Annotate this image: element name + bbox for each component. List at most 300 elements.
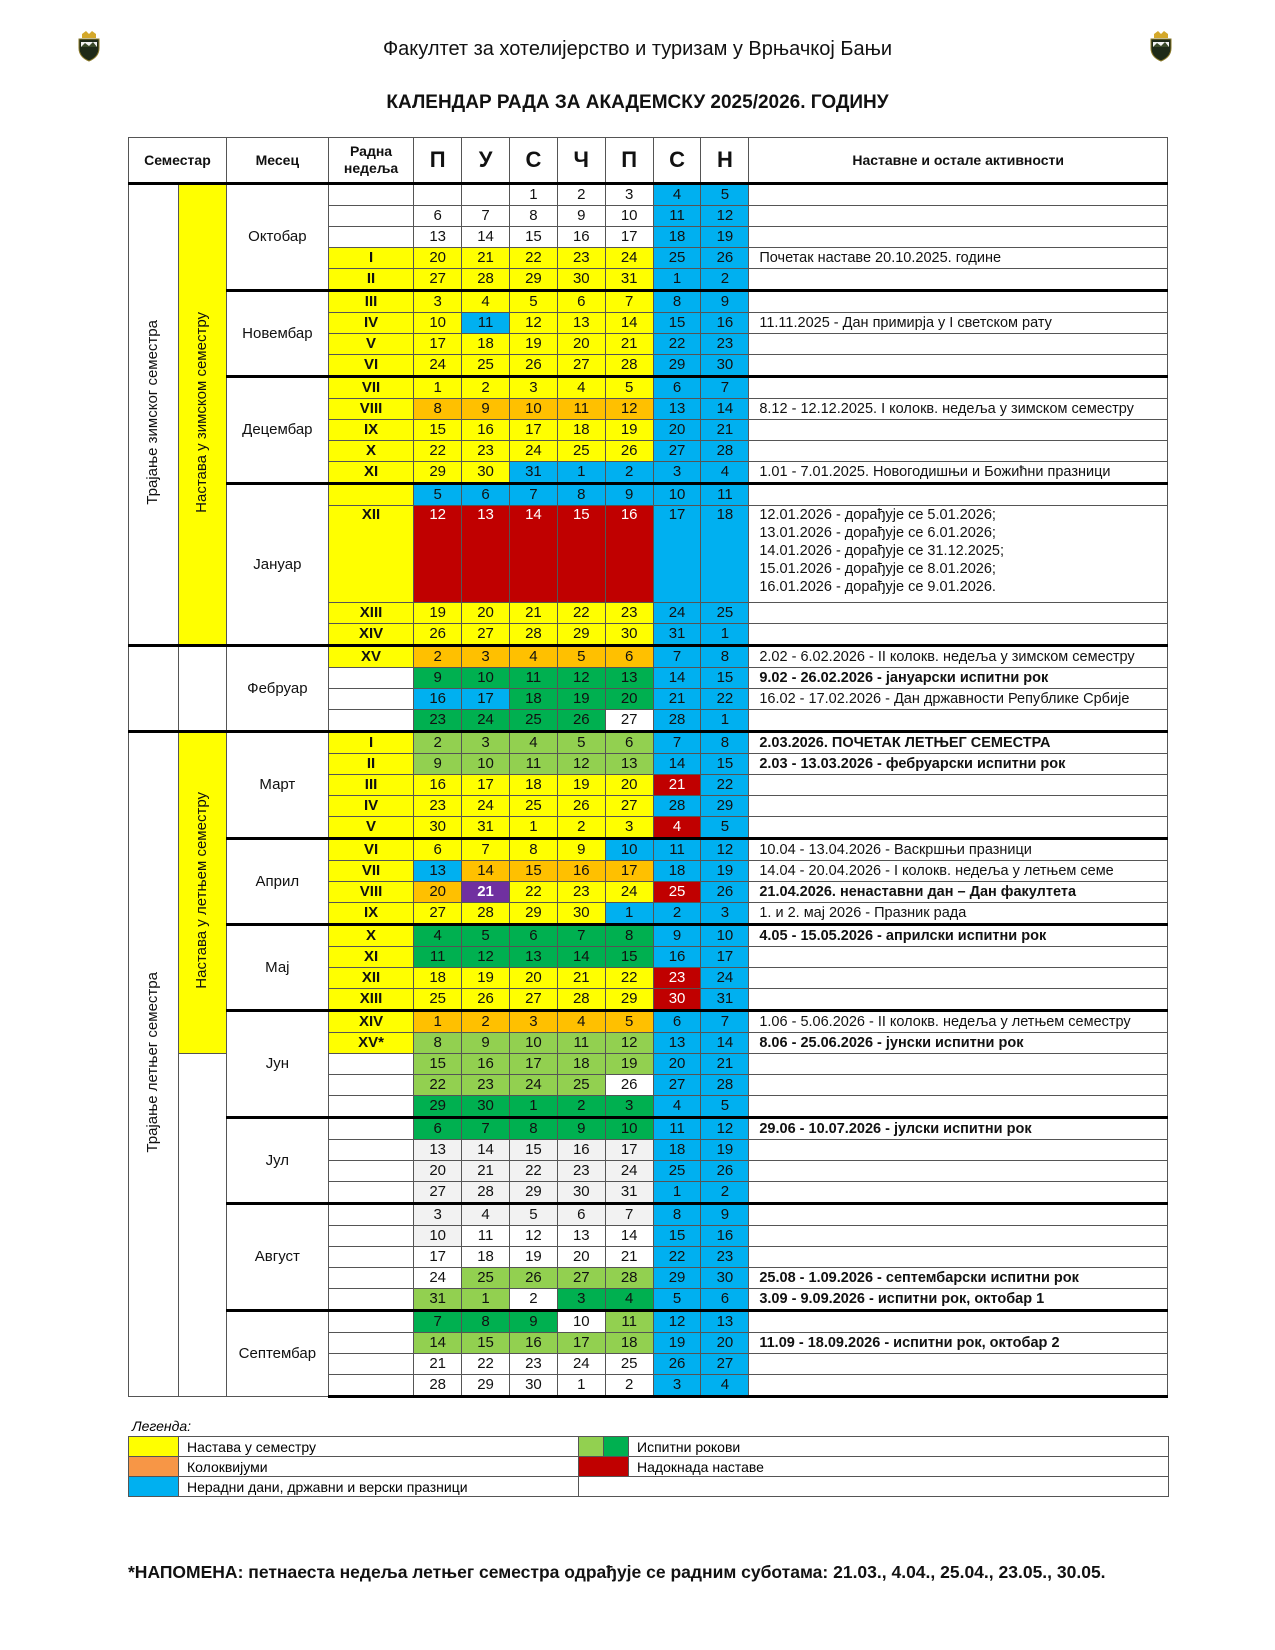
day-cell: 15 [414, 1054, 462, 1075]
day-cell: 4 [414, 925, 462, 947]
day-cell: 3 [653, 462, 701, 484]
day-cell: 8 [509, 839, 557, 861]
week-number: VII [328, 377, 413, 399]
day-cell: 27 [605, 796, 653, 817]
day-cell: 4 [653, 184, 701, 206]
day-cell: 20 [557, 1247, 605, 1268]
day-cell: 17 [414, 334, 462, 355]
day-cell: 1 [653, 1182, 701, 1204]
day-cell: 15 [557, 506, 605, 603]
day-cell: 25 [557, 441, 605, 462]
day-cell: 12 [509, 313, 557, 334]
week-row [129, 925, 1168, 947]
day-cell: 31 [605, 1182, 653, 1204]
activity-cell [749, 291, 1168, 313]
day-cell: 23 [414, 796, 462, 817]
day-cell: 26 [605, 1075, 653, 1096]
day-cell: 12 [701, 1118, 749, 1140]
day-cell: 24 [557, 1354, 605, 1375]
week-number: XV [328, 646, 413, 668]
day-cell: 25 [462, 355, 510, 377]
legend-swatch-exams-light [579, 1437, 604, 1457]
day-cell: 5 [509, 1204, 557, 1226]
activity-cell: 11.09 - 18.09.2026 - испитни рок, октобар 2 [749, 1333, 1168, 1354]
day-cell: 5 [701, 817, 749, 839]
day-cell: 15 [701, 754, 749, 775]
day-cell: 12 [509, 1226, 557, 1247]
col-thu: Ч [557, 138, 605, 184]
activity-cell [749, 484, 1168, 506]
week-row [129, 1011, 1168, 1033]
day-cell: 29 [557, 624, 605, 646]
day-cell: 5 [414, 484, 462, 506]
week-number: VIII [328, 399, 413, 420]
week-number: III [328, 775, 413, 796]
day-cell: 27 [462, 624, 510, 646]
day-cell: 16 [414, 689, 462, 710]
activity-cell: Почетак наставе 20.10.2025. године [749, 248, 1168, 269]
week-number: I [328, 732, 413, 754]
week-number: V [328, 817, 413, 839]
legend-empty [579, 1477, 1169, 1497]
day-cell: 5 [605, 377, 653, 399]
day-cell: 5 [701, 1096, 749, 1118]
day-cell: 15 [653, 313, 701, 334]
day-cell: 14 [462, 227, 510, 248]
activity-cell: 2.02 - 6.02.2026 - II колокв. недеља у зимском семестру [749, 646, 1168, 668]
day-cell: 6 [557, 291, 605, 313]
day-cell: 15 [605, 947, 653, 968]
day-cell: 25 [509, 710, 557, 732]
day-cell: 27 [509, 989, 557, 1011]
col-wed: С [509, 138, 557, 184]
day-cell: 12 [462, 947, 510, 968]
day-cell: 23 [462, 441, 510, 462]
activity-cell [749, 377, 1168, 399]
day-cell: 23 [462, 1075, 510, 1096]
activity-cell [749, 269, 1168, 291]
week-number: IV [328, 796, 413, 817]
week-number: VI [328, 355, 413, 377]
day-cell: 14 [605, 313, 653, 334]
day-cell: 4 [462, 291, 510, 313]
day-cell: 26 [701, 248, 749, 269]
day-cell: 26 [557, 710, 605, 732]
day-cell: 25 [701, 603, 749, 624]
day-cell: 22 [653, 334, 701, 355]
day-cell: 28 [462, 903, 510, 925]
day-cell: 20 [653, 420, 701, 441]
day-cell: 1 [414, 1011, 462, 1033]
day-cell: 14 [414, 1333, 462, 1354]
day-cell: 4 [557, 377, 605, 399]
day-cell: 12 [605, 1033, 653, 1054]
day-cell: 18 [509, 689, 557, 710]
day-cell: 19 [701, 861, 749, 882]
day-cell: 3 [462, 646, 510, 668]
day-cell: 21 [557, 968, 605, 989]
day-cell: 9 [701, 1204, 749, 1226]
day-cell: 13 [414, 1140, 462, 1161]
day-cell: 2 [462, 377, 510, 399]
day-cell: 19 [414, 603, 462, 624]
day-cell: 22 [701, 775, 749, 796]
day-cell: 29 [701, 796, 749, 817]
day-cell: 6 [605, 732, 653, 754]
day-cell: 30 [605, 624, 653, 646]
day-cell: 13 [414, 861, 462, 882]
day-cell: 30 [701, 1268, 749, 1289]
day-cell: 27 [557, 1268, 605, 1289]
day-cell [462, 184, 510, 206]
day-cell: 9 [557, 206, 605, 227]
day-cell: 26 [462, 989, 510, 1011]
week-row [129, 377, 1168, 399]
legend-label-makeup: Надокнада наставе [629, 1457, 1169, 1477]
week-number [328, 184, 413, 206]
day-cell: 14 [462, 861, 510, 882]
day-cell: 24 [605, 882, 653, 903]
week-number [328, 710, 413, 732]
day-cell: 19 [462, 968, 510, 989]
day-cell: 7 [653, 732, 701, 754]
day-cell: 9 [653, 925, 701, 947]
day-cell: 24 [462, 710, 510, 732]
week-number [328, 206, 413, 227]
day-cell: 11 [653, 206, 701, 227]
day-cell: 9 [557, 839, 605, 861]
day-cell: 19 [557, 689, 605, 710]
day-cell: 20 [701, 1333, 749, 1354]
day-cell: 29 [653, 355, 701, 377]
week-number [328, 1333, 413, 1354]
day-cell: 24 [414, 1268, 462, 1289]
week-row [129, 1311, 1168, 1333]
day-cell: 7 [414, 1311, 462, 1333]
day-cell: 24 [509, 441, 557, 462]
week-number [328, 689, 413, 710]
day-cell: 17 [557, 1333, 605, 1354]
week-number [328, 1204, 413, 1226]
day-cell: 24 [701, 968, 749, 989]
week-number [328, 1161, 413, 1182]
day-cell: 13 [557, 313, 605, 334]
day-cell: 5 [462, 925, 510, 947]
day-cell: 17 [605, 1140, 653, 1161]
day-cell: 13 [701, 1311, 749, 1333]
day-cell: 16 [462, 1054, 510, 1075]
day-cell: 24 [414, 355, 462, 377]
day-cell: 30 [557, 903, 605, 925]
day-cell: 12 [701, 206, 749, 227]
day-cell: 30 [701, 355, 749, 377]
day-cell: 17 [462, 689, 510, 710]
day-cell: 6 [653, 1011, 701, 1033]
day-cell: 27 [701, 1354, 749, 1375]
week-row [129, 484, 1168, 506]
col-sun: Н [701, 138, 749, 184]
activity-line: 15.01.2026 - дорађује се 8.01.2026; [759, 561, 996, 577]
day-cell: 29 [653, 1268, 701, 1289]
day-cell: 24 [462, 796, 510, 817]
day-cell: 22 [509, 248, 557, 269]
day-cell: 6 [653, 377, 701, 399]
day-cell: 25 [462, 1268, 510, 1289]
day-cell: 5 [557, 732, 605, 754]
day-cell: 25 [653, 248, 701, 269]
week-row [129, 646, 1168, 668]
day-cell: 5 [557, 646, 605, 668]
activity-cell [749, 1204, 1168, 1226]
week-number: XIV [328, 1011, 413, 1033]
day-cell: 21 [605, 334, 653, 355]
day-cell: 30 [653, 989, 701, 1011]
day-cell: 31 [701, 989, 749, 1011]
day-cell: 4 [557, 1011, 605, 1033]
day-cell: 7 [605, 1204, 653, 1226]
activity-cell [749, 1140, 1168, 1161]
day-cell: 22 [605, 968, 653, 989]
day-cell: 10 [605, 206, 653, 227]
day-cell: 4 [701, 1375, 749, 1397]
day-cell: 15 [462, 1333, 510, 1354]
activity-cell [749, 1096, 1168, 1118]
day-cell: 7 [462, 1118, 510, 1140]
week-number: VI [328, 839, 413, 861]
week-number [328, 1311, 413, 1333]
month-label: Јул [226, 1118, 328, 1204]
day-cell: 27 [557, 355, 605, 377]
week-number [328, 1054, 413, 1075]
header-row [129, 138, 1168, 184]
day-cell: 2 [605, 1375, 653, 1397]
day-cell: 14 [701, 1033, 749, 1054]
day-cell: 5 [509, 291, 557, 313]
week-number: III [328, 291, 413, 313]
day-cell: 17 [701, 947, 749, 968]
day-cell: 6 [414, 839, 462, 861]
day-cell: 19 [653, 1333, 701, 1354]
day-cell: 18 [653, 1140, 701, 1161]
day-cell: 9 [462, 399, 510, 420]
legend-swatch-teaching [129, 1437, 179, 1457]
day-cell: 25 [509, 796, 557, 817]
day-cell: 12 [701, 839, 749, 861]
day-cell: 19 [701, 227, 749, 248]
day-cell: 16 [653, 947, 701, 968]
day-cell: 30 [557, 269, 605, 291]
day-cell: 7 [509, 484, 557, 506]
day-cell: 9 [605, 484, 653, 506]
week-number: X [328, 441, 413, 462]
day-cell: 19 [605, 420, 653, 441]
day-cell: 16 [509, 1333, 557, 1354]
day-cell: 4 [701, 462, 749, 484]
day-cell: 24 [653, 603, 701, 624]
day-cell: 11 [509, 668, 557, 689]
activity-cell [749, 968, 1168, 989]
day-cell: 15 [509, 227, 557, 248]
activity-cell: 16.02 - 17.02.2026 - Дан државности Републике Србије [749, 689, 1168, 710]
day-cell: 8 [557, 484, 605, 506]
day-cell: 9 [557, 1118, 605, 1140]
day-cell: 15 [414, 420, 462, 441]
col-activities: Наставне и остале активности [749, 138, 1168, 184]
month-label: Септембар [226, 1311, 328, 1397]
day-cell: 13 [557, 1226, 605, 1247]
day-cell: 23 [509, 1354, 557, 1375]
semester-gap [178, 646, 226, 732]
activity-cell: 1.06 - 5.06.2026 - II колокв. недеља у летњем семестру [749, 1011, 1168, 1033]
day-cell: 20 [414, 1161, 462, 1182]
week-number [328, 227, 413, 248]
activity-line: 16.01.2026 - дорађује се 9.01.2026. [759, 579, 996, 595]
day-cell: 1 [557, 1375, 605, 1397]
day-cell: 28 [605, 1268, 653, 1289]
day-cell: 6 [605, 646, 653, 668]
day-cell: 15 [653, 1226, 701, 1247]
month-label: Мај [226, 925, 328, 1011]
week-number: II [328, 754, 413, 775]
day-cell: 11 [701, 484, 749, 506]
day-cell: 19 [509, 1247, 557, 1268]
day-cell: 11 [653, 1118, 701, 1140]
day-cell: 16 [557, 861, 605, 882]
day-cell: 12 [557, 754, 605, 775]
day-cell: 30 [462, 1096, 510, 1118]
week-number [328, 668, 413, 689]
day-cell: 16 [462, 420, 510, 441]
activity-cell [749, 1161, 1168, 1182]
institution-name: Факултет за хотелијерство и туризам у Врњачкој Бањи [382, 38, 893, 60]
month-label: Март [226, 732, 328, 839]
day-cell: 18 [653, 861, 701, 882]
day-cell: 21 [653, 689, 701, 710]
legend-label-colloquia: Колоквијуми [179, 1457, 579, 1477]
day-cell: 23 [701, 1247, 749, 1268]
day-cell: 9 [414, 754, 462, 775]
day-cell: 11 [462, 1226, 510, 1247]
day-cell: 8 [605, 925, 653, 947]
day-cell: 2 [701, 269, 749, 291]
legend-label-teaching: Настава у семестру [179, 1437, 579, 1457]
day-cell: 13 [605, 754, 653, 775]
activity-cell: 2.03.2026. ПОЧЕТАК ЛЕТЊЕГ СЕМЕСТРА [749, 732, 1168, 754]
semester-gap [178, 1054, 226, 1397]
day-cell [414, 184, 462, 206]
day-cell: 2 [414, 732, 462, 754]
col-week: Радна недеља [328, 138, 413, 184]
day-cell: 2 [557, 184, 605, 206]
day-cell: 21 [462, 1161, 510, 1182]
day-cell: 20 [605, 775, 653, 796]
day-cell: 25 [653, 882, 701, 903]
day-cell: 18 [557, 1054, 605, 1075]
day-cell: 17 [605, 861, 653, 882]
day-cell: 20 [414, 248, 462, 269]
week-row [129, 1204, 1168, 1226]
activity-cell: 14.04 - 20.04.2026 - I колокв. недеља у летњем семе [749, 861, 1168, 882]
day-cell: 19 [605, 1054, 653, 1075]
day-cell: 10 [557, 1311, 605, 1333]
day-cell: 3 [462, 732, 510, 754]
week-number: IX [328, 420, 413, 441]
activity-cell [749, 796, 1168, 817]
day-cell: 3 [605, 1096, 653, 1118]
day-cell: 30 [557, 1182, 605, 1204]
month-label: Фебруар [226, 646, 328, 732]
week-number: VII [328, 861, 413, 882]
day-cell: 16 [605, 506, 653, 603]
day-cell: 4 [509, 732, 557, 754]
day-cell: 10 [701, 925, 749, 947]
day-cell: 24 [605, 1161, 653, 1182]
activity-cell [749, 1075, 1168, 1096]
day-cell: 2 [557, 1096, 605, 1118]
week-number [328, 1096, 413, 1118]
day-cell: 25 [557, 1075, 605, 1096]
day-cell: 13 [605, 668, 653, 689]
day-cell: 3 [605, 184, 653, 206]
month-label: Април [226, 839, 328, 925]
day-cell: 23 [557, 1161, 605, 1182]
day-cell: 7 [701, 377, 749, 399]
day-cell: 29 [605, 989, 653, 1011]
day-cell: 11 [653, 839, 701, 861]
day-cell: 23 [653, 968, 701, 989]
week-number: VIII [328, 882, 413, 903]
week-row [129, 184, 1168, 206]
day-cell: 27 [653, 1075, 701, 1096]
day-cell: 10 [414, 313, 462, 334]
week-row [129, 732, 1168, 754]
week-row [129, 1118, 1168, 1140]
day-cell: 11 [509, 754, 557, 775]
day-cell: 7 [605, 291, 653, 313]
col-month: Месец [226, 138, 328, 184]
day-cell: 8 [701, 646, 749, 668]
week-row [129, 291, 1168, 313]
day-cell: 2 [653, 903, 701, 925]
week-number: II [328, 269, 413, 291]
legend-swatch-holidays [129, 1477, 179, 1497]
activity-cell [749, 710, 1168, 732]
activity-cell [749, 184, 1168, 206]
activity-cell [749, 441, 1168, 462]
summer-teaching-label: Настава у летњем семестру [178, 732, 226, 1054]
day-cell: 30 [414, 817, 462, 839]
day-cell: 1 [701, 624, 749, 646]
week-number [328, 484, 413, 506]
activity-cell [749, 506, 1168, 603]
day-cell: 4 [653, 1096, 701, 1118]
day-cell: 26 [701, 882, 749, 903]
day-cell: 17 [414, 1247, 462, 1268]
day-cell: 22 [414, 441, 462, 462]
day-cell: 21 [653, 775, 701, 796]
day-cell: 23 [557, 248, 605, 269]
day-cell: 31 [462, 817, 510, 839]
week-number: IV [328, 313, 413, 334]
activity-cell: 25.08 - 1.09.2026 - септембарски испитни рок [749, 1268, 1168, 1289]
day-cell: 12 [605, 399, 653, 420]
day-cell: 11 [605, 1311, 653, 1333]
month-label: Новембар [226, 291, 328, 377]
day-cell: 3 [701, 903, 749, 925]
day-cell: 27 [653, 441, 701, 462]
day-cell: 11 [557, 399, 605, 420]
day-cell: 1 [605, 903, 653, 925]
